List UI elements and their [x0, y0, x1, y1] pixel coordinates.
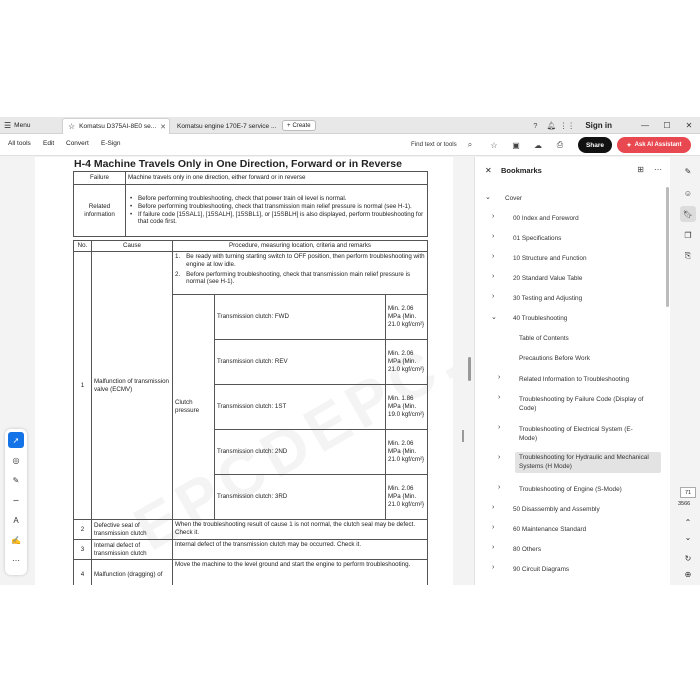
ai-assistant-button[interactable] — [617, 137, 691, 153]
row4-cause: Malfunction (dragging) of — [92, 560, 173, 586]
list-item: • Before performing troubleshooting, check that power train oil level is normal. — [128, 195, 425, 203]
col-header-cause: Cause — [92, 241, 173, 252]
close-tab-icon[interactable]: ✕ — [160, 123, 167, 131]
refresh-icon[interactable]: ↻ — [684, 553, 692, 563]
tab-document-2[interactable] — [172, 118, 278, 134]
menu-esign[interactable]: E-Sign — [101, 140, 121, 147]
clutch-value: Min. 2.06 MPa {Min. 21.0 kgf/cm²} — [386, 430, 428, 475]
failure-table — [73, 171, 428, 237]
bookmark-item[interactable]: Troubleshooting of Electrical System (E-Mode) — [519, 426, 633, 442]
bookmark-item[interactable]: 10 Structure and Function — [513, 255, 587, 262]
bookmark-item[interactable]: 90 Circuit Diagrams — [513, 566, 570, 573]
hamburger-icon: ☰ — [4, 121, 12, 130]
menu-all-tools[interactable]: All tools — [8, 140, 31, 147]
zoom-in-icon[interactable]: ⊕ — [684, 569, 692, 579]
right-rail — [676, 157, 700, 585]
row1-cause: Malfunction of transmission valve (ECMV) — [92, 252, 173, 520]
panel-resize-handle[interactable] — [462, 430, 464, 442]
ai-sparkle-icon: ✦ — [626, 142, 632, 149]
bookmark-item[interactable]: Troubleshooting of Engine (S-Mode) — [519, 486, 622, 493]
bookmark-item-selected[interactable]: Troubleshooting for Hydraulic and Mechanical Systems (H Mode) — [515, 452, 661, 473]
chevron-right-icon[interactable]: › — [498, 454, 501, 461]
bookmark-item[interactable]: 20 Standard Value Table — [513, 275, 583, 282]
clutch-pressure-label: Clutch pressure — [173, 295, 215, 520]
clutch-value: Min. 1.86 MPa {Min. 19.0 kgf/cm²} — [386, 385, 428, 430]
help-icon[interactable]: ? — [533, 121, 538, 130]
chevron-right-icon[interactable]: › — [492, 213, 495, 220]
chevron-right-icon[interactable]: › — [492, 544, 495, 551]
close-window-icon[interactable]: ✕ — [685, 121, 693, 130]
page-title: H-4 Machine Travels Only in One Direction, Forward or in Reverse — [74, 158, 402, 170]
menu-label: Menu — [14, 122, 31, 129]
create-label: Create — [292, 122, 311, 129]
clutch-value: Min. 2.06 MPa {Min. 21.0 kgf/cm²} — [386, 340, 428, 385]
print-icon[interactable]: ⎙ — [556, 140, 564, 149]
col-header-no: No. — [74, 241, 92, 252]
page-number-input[interactable]: 71 — [680, 487, 696, 498]
page-total: 3566 — [678, 501, 691, 507]
clutch-name: Transmission clutch: 1ST — [215, 385, 386, 430]
apps-grid-icon[interactable]: ⋮⋮ — [559, 121, 575, 130]
chevron-down-icon[interactable]: ⌄ — [491, 314, 497, 321]
row3-text: Internal defect of the transmission clutch may be occurred. Check it. — [173, 540, 428, 560]
add-bookmark-icon[interactable]: ⊞ — [637, 165, 644, 174]
more-options-icon[interactable]: ⋯ — [654, 165, 662, 174]
cause-table — [73, 240, 428, 585]
bookmarks-scrollbar[interactable] — [666, 187, 669, 307]
step-num: 2. — [175, 270, 181, 278]
select-cursor-icon[interactable]: ➚ — [8, 432, 24, 448]
find-text-input[interactable]: Find text or tools — [411, 141, 457, 148]
upload-cloud-icon[interactable]: ☁ — [534, 140, 542, 150]
search-icon[interactable]: ⌕ — [467, 140, 473, 149]
bookmark-item[interactable]: 50 Disassembly and Assembly — [513, 506, 600, 513]
bookmark-item[interactable]: 40 Troubleshooting — [513, 315, 568, 322]
toolbar — [0, 134, 700, 156]
star-icon[interactable]: ☆ — [68, 122, 76, 131]
chevron-right-icon[interactable]: › — [498, 484, 501, 491]
chevron-right-icon[interactable]: › — [492, 273, 495, 280]
clutch-name: Transmission clutch: FWD — [215, 295, 386, 340]
list-item — [175, 271, 425, 287]
bookmark-item[interactable]: 00 Index and Foreword — [513, 215, 579, 222]
chevron-up-icon[interactable]: ⌃ — [684, 517, 692, 527]
related-list — [128, 195, 425, 226]
bookmark-item[interactable]: Cover — [505, 195, 523, 202]
bell-icon[interactable]: 🔔︎ — [546, 121, 557, 130]
edit-pdf-icon[interactable]: ✎ — [684, 166, 692, 176]
list-item: • If failure code [15SAL1], [15SALH], [15SBL1], or [15SBLH] is also displayed, perform troubleshooting for that code first. — [128, 211, 425, 227]
bookmark-item[interactable]: 80 Others — [513, 546, 542, 553]
tab-label: Komatsu engine 170E-7 service ... — [177, 122, 277, 130]
close-panel-icon[interactable]: ✕ — [485, 166, 492, 175]
clutch-value: Min. 2.06 MPa {Min. 21.0 kgf/cm²} — [386, 295, 428, 340]
ai-label: Ask AI Assistant — [634, 142, 682, 148]
copy-pages-icon[interactable]: ❐ — [684, 230, 692, 240]
step-text: Before performing troubleshooting, check that transmission main relief pressure is normal (see H-1). — [186, 270, 411, 286]
clutch-name: Transmission clutch: 3RD — [215, 475, 386, 520]
chevron-right-icon[interactable]: › — [492, 293, 495, 300]
bookmark-item[interactable]: Precautions Before Work — [519, 355, 590, 362]
tab-label: Komatsu D375AI-8E0 se... — [79, 123, 157, 130]
quick-tools-bar — [5, 429, 27, 575]
tab-bar — [0, 117, 700, 134]
bookmarks-title: Bookmarks — [501, 166, 542, 175]
chevron-right-icon[interactable]: › — [492, 253, 495, 260]
row2-no: 2 — [74, 520, 92, 540]
related-label: Related information — [74, 185, 126, 237]
highlight-pen-icon[interactable]: ✎ — [12, 475, 20, 485]
row3-no: 3 — [74, 540, 92, 560]
clutch-name: Transmission clutch: 2ND — [215, 430, 386, 475]
col-header-procedure: Procedure, measuring location, criteria and remarks — [173, 241, 428, 252]
bookmark-item[interactable]: 01 Specifications — [513, 235, 562, 242]
row2-cause: Defective seal of transmission clutch — [92, 520, 173, 540]
chevron-down-icon[interactable]: ⌄ — [485, 194, 491, 201]
chevron-right-icon[interactable]: › — [492, 233, 495, 240]
minimize-icon[interactable]: — — [641, 121, 649, 130]
step-num: 1. — [175, 253, 181, 260]
attachment-icon[interactable]: ⎘ — [684, 251, 692, 260]
clutch-name: Transmission clutch: REV — [215, 340, 386, 385]
document-scrollbar[interactable] — [468, 357, 471, 381]
row3-cause: Internal defect of transmission clutch — [92, 540, 173, 560]
bookmark-icon[interactable]: 🔖︎ — [680, 206, 696, 222]
failure-label: Failure — [74, 172, 126, 185]
bookmark-item[interactable]: Table of Contents — [519, 335, 569, 342]
document-page[interactable] — [35, 157, 453, 585]
draw-icon[interactable]: ∽ — [12, 495, 20, 505]
chevron-right-icon[interactable]: › — [498, 394, 501, 401]
stamp-icon[interactable]: ✍ — [11, 535, 21, 545]
chevron-right-icon[interactable]: › — [492, 504, 495, 511]
ai-chat-icon[interactable]: ☺ — [683, 188, 693, 198]
step-text: Be ready with turning starting switch to OFF position, then perform troubleshooting with engine at low idle. — [186, 253, 425, 268]
list-item — [175, 253, 425, 269]
chevron-right-icon[interactable]: › — [492, 524, 495, 531]
chevron-down-icon[interactable]: ⌄ — [684, 532, 692, 542]
plus-icon: + — [287, 122, 291, 129]
bookmarks-panel — [474, 157, 670, 585]
row1-no: 1 — [74, 252, 92, 520]
sign-in-button[interactable]: Sign in — [585, 121, 612, 130]
bookmark-item[interactable]: Related Information to Troubleshooting — [519, 376, 630, 383]
chevron-right-icon[interactable]: › — [492, 564, 495, 571]
text-box-icon[interactable]: A — [13, 515, 19, 525]
bookmark-item[interactable]: Troubleshooting by Failure Code (Display of Code) — [519, 396, 644, 412]
menu-edit[interactable]: Edit — [43, 140, 55, 147]
bookmark-item[interactable]: 60 Maintenance Standard — [513, 526, 587, 533]
chevron-right-icon[interactable]: › — [498, 374, 501, 381]
maximize-icon[interactable]: ☐ — [663, 121, 671, 130]
clutch-value: Min. 2.06 MPa {Min. 21.0 kgf/cm²} — [386, 475, 428, 520]
row4-no: 4 — [74, 560, 92, 586]
menu-convert[interactable]: Convert — [66, 140, 89, 147]
favorite-icon[interactable]: ☆ — [490, 140, 498, 150]
menu-button[interactable] — [4, 120, 30, 131]
comment-icon[interactable]: ◎ — [12, 455, 20, 465]
pdf-viewer-window — [0, 117, 700, 585]
row2-text: When the troubleshooting result of cause 1 is not normal, the clutch seal may be defect. Check it. — [173, 520, 428, 540]
create-button[interactable] — [282, 120, 316, 131]
share-button[interactable]: Share — [578, 137, 612, 153]
failure-text: Machine travels only in one direction, either forward or in reverse — [126, 172, 428, 185]
tab-document-1[interactable] — [62, 118, 170, 134]
procedure-steps — [175, 253, 425, 286]
bookmark-item[interactable]: 30 Testing and Adjusting — [513, 295, 583, 302]
chevron-right-icon[interactable]: › — [498, 424, 501, 431]
row4-text: Move the machine to the level ground and start the engine to perform troubleshooting. — [173, 560, 428, 586]
list-item: • Before performing troubleshooting, check that transmission main relief pressure is normal (see H-1). — [128, 203, 425, 211]
more-tools-icon[interactable]: ⋯ — [12, 555, 20, 565]
save-icon[interactable]: ▣ — [512, 140, 520, 150]
